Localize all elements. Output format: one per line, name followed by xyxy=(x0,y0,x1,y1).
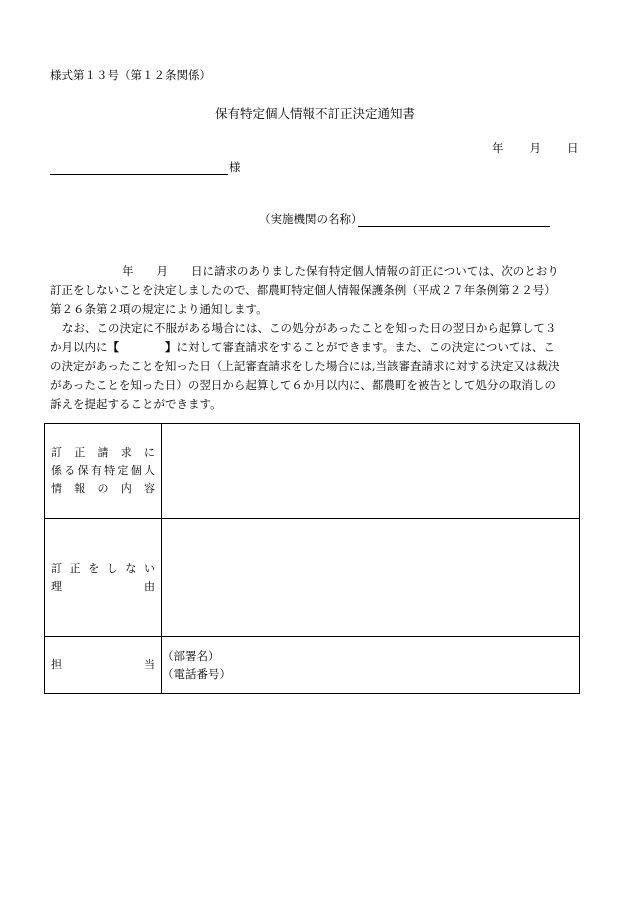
date-month: 月 xyxy=(529,141,541,155)
label-char: 正 xyxy=(74,446,86,459)
label-line xyxy=(45,480,161,498)
date-day: 日 xyxy=(567,141,579,155)
label-char: 有 xyxy=(90,464,102,477)
label-char: 保 xyxy=(77,464,89,477)
label-char: し xyxy=(106,561,118,575)
phone-label: （電話番号） xyxy=(162,667,231,681)
label-char: 由 xyxy=(144,579,155,593)
form-number: 様式第１３号（第１２条関係） xyxy=(50,68,211,82)
label-char: 係 xyxy=(51,464,62,477)
label-char: を xyxy=(88,561,100,575)
label-line xyxy=(45,578,161,596)
bracket-close: 】 xyxy=(165,340,177,354)
label-char: 人 xyxy=(143,464,155,477)
body-line: の決定があったことを知った日（上記審査請求をした場合には,当該審査請求に対する決定又は裁決 xyxy=(50,359,560,373)
table-row xyxy=(45,637,580,694)
document-title: 保有特定個人情報不訂正決定通知書 xyxy=(214,106,415,121)
label-char: 訂 xyxy=(51,446,62,459)
row-label-contact xyxy=(45,637,162,694)
date-line xyxy=(492,140,579,156)
label-line xyxy=(45,444,161,462)
info-table xyxy=(44,423,580,694)
label-char: に xyxy=(144,446,155,459)
reason-cell[interactable] xyxy=(162,519,580,637)
bracket-open: 【 xyxy=(107,340,119,354)
contact-cell[interactable] xyxy=(162,637,580,694)
label-char: 情 xyxy=(51,482,62,495)
table-row xyxy=(45,424,580,519)
label-char: る xyxy=(64,464,76,477)
org-name-underline xyxy=(358,226,550,227)
content-cell[interactable] xyxy=(162,424,580,519)
label-char: 正 xyxy=(69,561,81,575)
label-char: な xyxy=(125,561,137,575)
body-line: 訂正をしないことを決定しましたので、都農町特定個人情報保護条例（平成２７年条例第２２号） xyxy=(50,283,556,297)
row-label-reason xyxy=(45,519,162,637)
body-fragment: か月以内に xyxy=(50,340,108,354)
row-label-content xyxy=(45,424,162,519)
body-line: 第２６条第２項の規定により通知します。 xyxy=(50,302,268,316)
label-char: 理 xyxy=(51,579,62,593)
body-text xyxy=(50,262,580,414)
label-char: 当 xyxy=(144,658,155,671)
label-char: 容 xyxy=(144,482,155,495)
body-fragment: に対して審査請求をすることができます。また、この決定については、こ xyxy=(176,340,555,354)
body-line: 訴えを提起することができます。 xyxy=(50,397,222,411)
label-char: 請 xyxy=(97,446,109,459)
label-char: 担 xyxy=(51,658,62,671)
dept-label: （部署名） xyxy=(162,649,220,663)
label-line xyxy=(45,656,161,674)
label-char: 特 xyxy=(104,464,116,477)
label-line xyxy=(45,560,161,578)
label-char: 訂 xyxy=(51,561,62,575)
body-line: 年 月 日に請求のありました保有特定個人情報の訂正については、次のとおり xyxy=(122,264,559,278)
body-line: なお、この決定に不服がある場合には、この処分があったことを知った日の翌日から起算して３ xyxy=(62,321,557,335)
date-year: 年 xyxy=(492,141,504,155)
label-char: 報 xyxy=(74,482,86,495)
body-line: があったことを知った日）の翌日から起算して６か月以内に、都農町を被告として処分の取消しの xyxy=(50,378,556,392)
addressee-underline xyxy=(50,174,228,175)
label-line xyxy=(45,462,161,480)
addressee-suffix: 様 xyxy=(229,160,241,174)
label-char: 個 xyxy=(130,464,142,477)
label-char: の xyxy=(97,482,109,495)
label-char: 内 xyxy=(120,482,132,495)
label-char: 求 xyxy=(120,446,132,459)
org-name-label: （実施機関の名称） xyxy=(259,212,363,226)
label-char: 定 xyxy=(117,464,129,477)
body-line xyxy=(50,338,580,357)
label-char: い xyxy=(143,561,155,575)
table-row xyxy=(45,519,580,637)
